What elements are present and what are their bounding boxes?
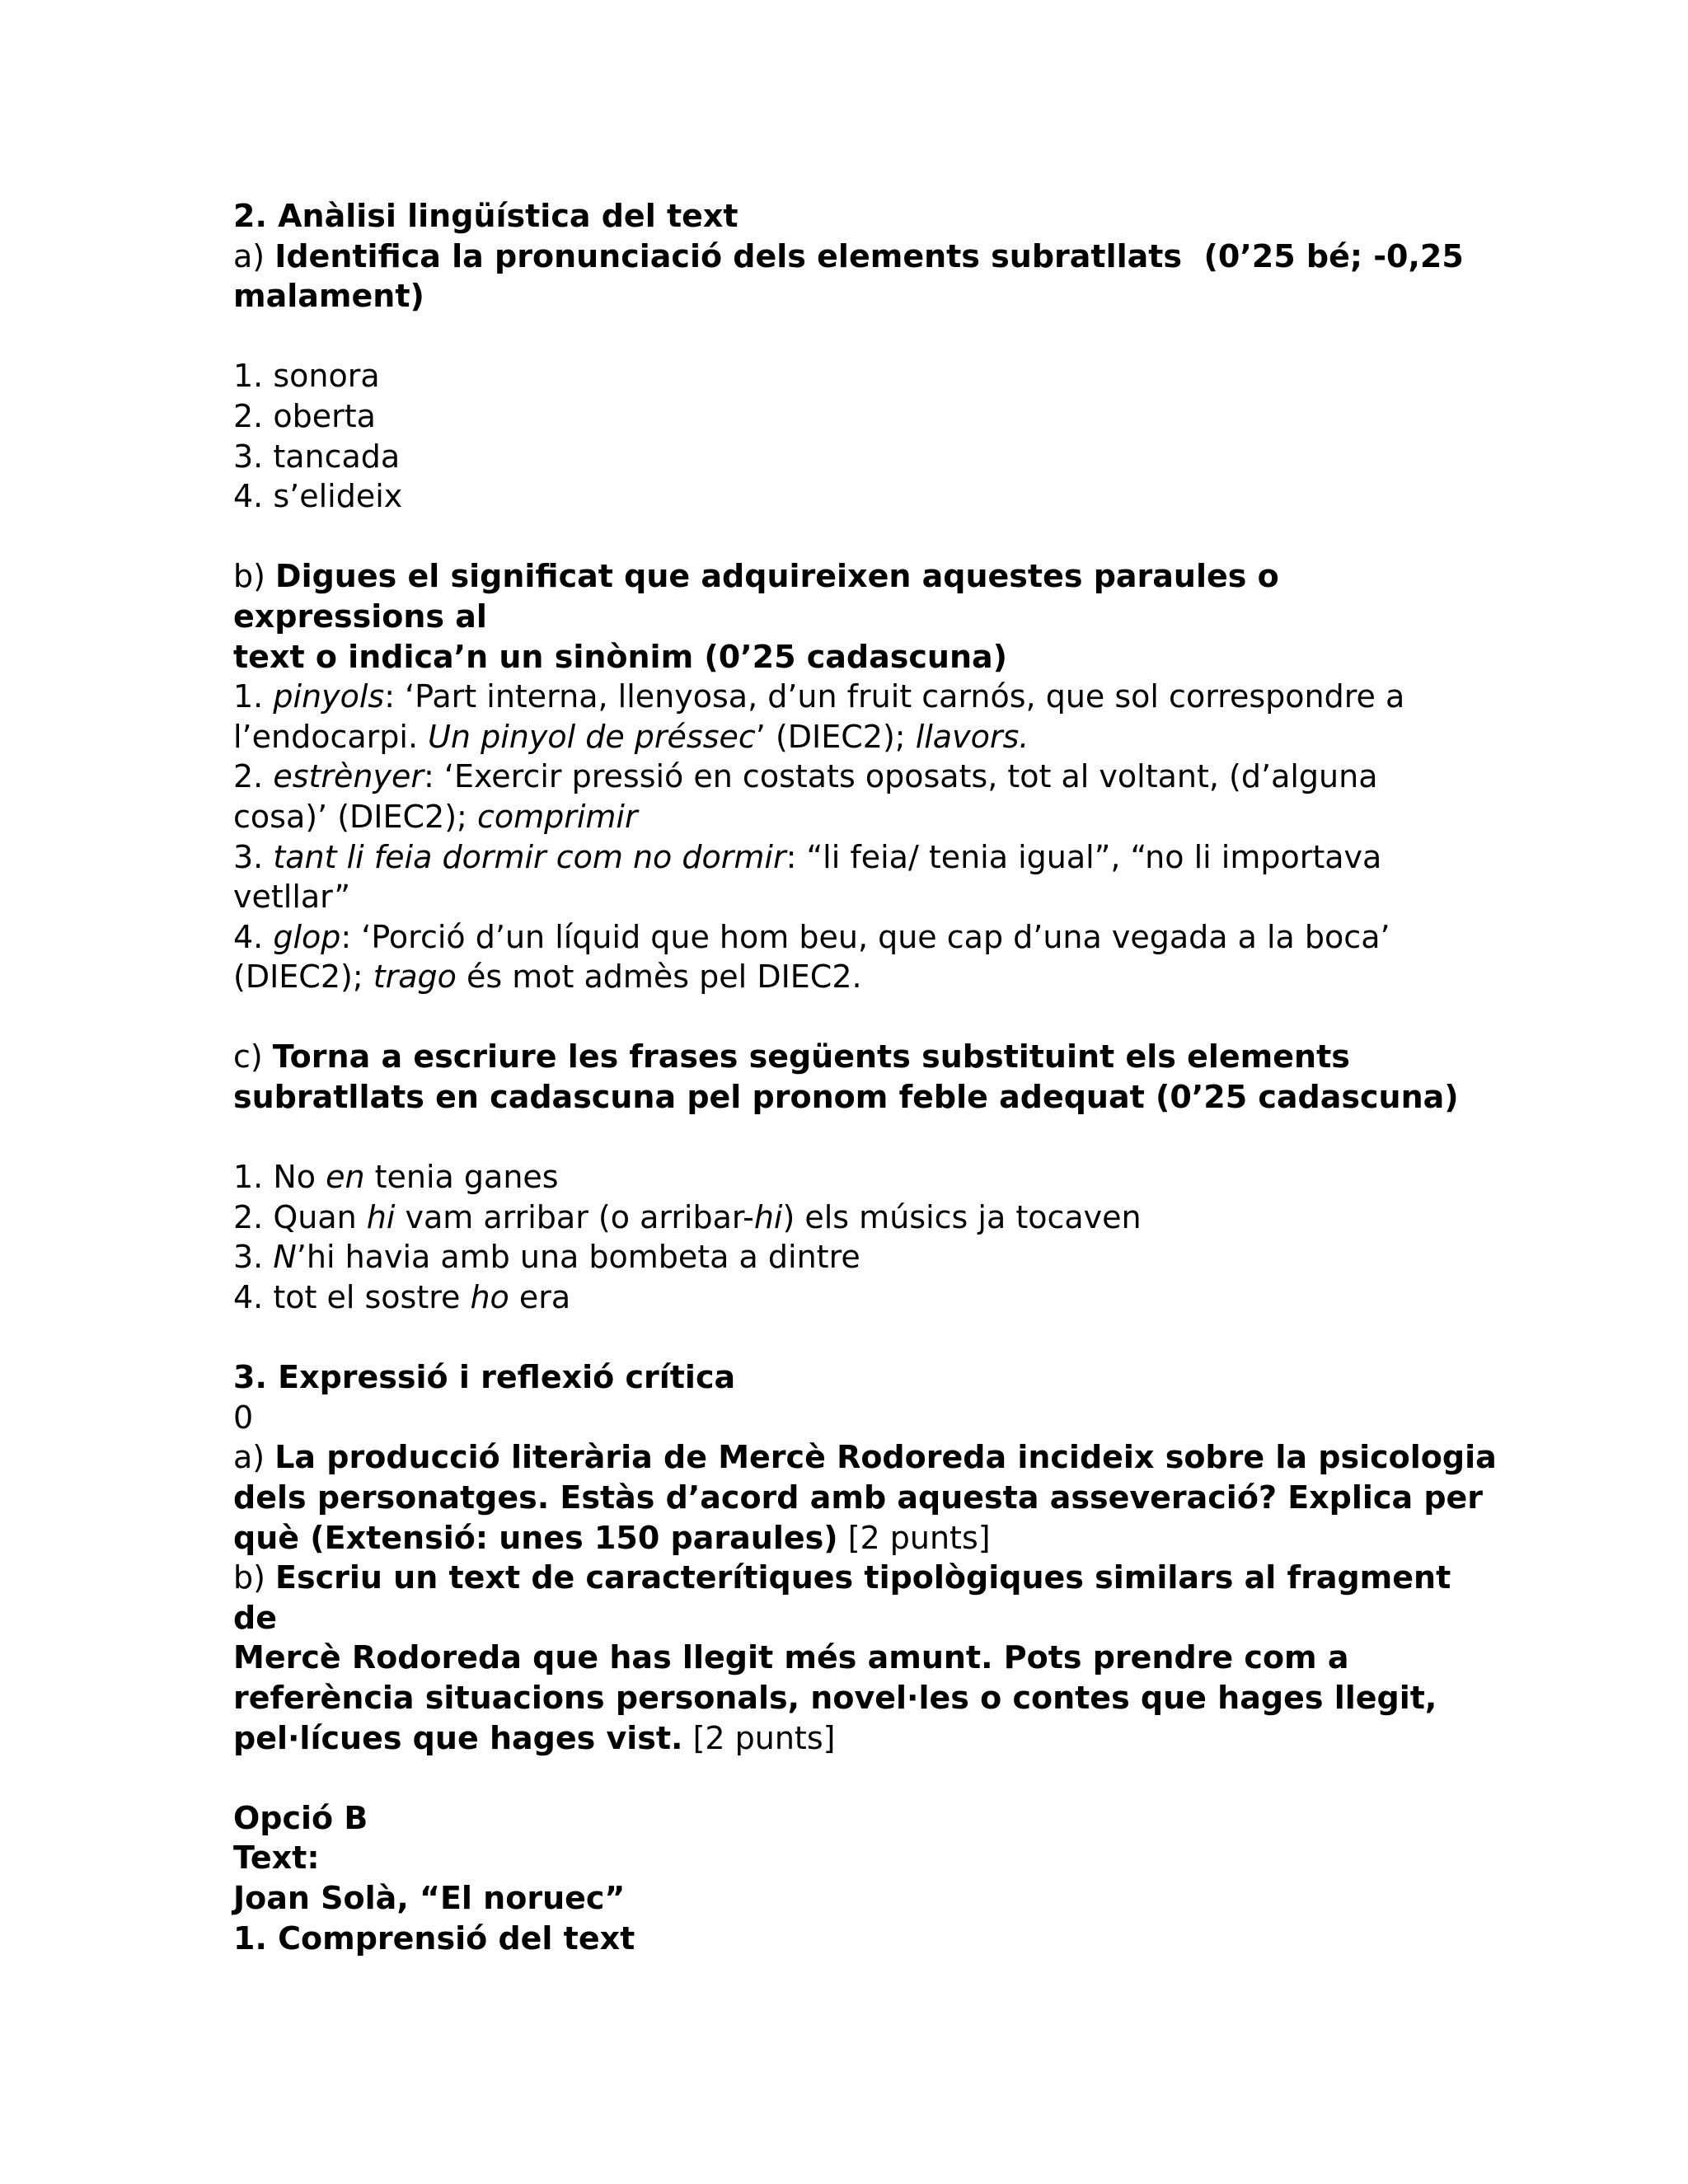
question-3a (233, 1437, 1568, 1478)
item-number: 3. (233, 838, 274, 875)
definition-text: l’endocarpi. (233, 718, 429, 755)
spacer (233, 316, 1568, 357)
answer-text: vam arribar (o arribar- (395, 1198, 754, 1235)
question-prefix: a) (233, 1439, 275, 1476)
question-text-continued (233, 1718, 1568, 1759)
answer-text: 4. tot el sostre (233, 1279, 471, 1316)
list-item: 4. s’elideix (233, 478, 403, 515)
question-2b-title (233, 556, 1568, 597)
text-label: Text: (233, 1840, 320, 1877)
definition-text: (DIEC2); (233, 958, 373, 996)
synonym: comprimir (476, 798, 638, 835)
definition-item-continued (233, 717, 1568, 757)
definition-text: : ‘Part interna, llenyosa, d’un fruit carnós, que sol correspondre a (384, 678, 1405, 715)
definition-item-continued (233, 797, 1568, 837)
definition-text: ’ (DIEC2); (755, 718, 916, 755)
term: pinyols (273, 678, 385, 715)
pronoun: N (273, 1239, 297, 1276)
question-text-continued: referència situacions personals, novel·les o contes que hages llegit, (233, 1679, 1437, 1716)
question-2a-title (233, 237, 1568, 277)
list-item: 3. tancada (233, 438, 401, 475)
document-page (233, 196, 1568, 1958)
definition-item (233, 677, 1568, 717)
term: tant li feia dormir com no dormir (273, 838, 786, 875)
question-text: Identifica la pronunciació dels elements subratllats (0’25 bé; -0,25 (274, 237, 1464, 274)
question-text: La producció literària de Mercè Rodoreda incideix sobre la psicologia (274, 1439, 1497, 1476)
pronoun: hi (753, 1198, 783, 1235)
points: [2 punts] (837, 1519, 991, 1556)
spacer (233, 997, 1568, 1038)
item-number: 1. (233, 678, 274, 715)
answer-text: ’hi havia amb una bombeta a dintre (296, 1239, 860, 1276)
list-item: 1. sonora (233, 358, 380, 395)
definition-item-continued: vetllar” (233, 879, 351, 916)
answer-text: era (509, 1279, 571, 1316)
answer-item (233, 1237, 1568, 1277)
synonym: trago (373, 958, 457, 996)
item-number: 4. (233, 918, 274, 955)
question-text-continued: de (233, 1599, 277, 1636)
question-text: Torna a escriure les frases següents substituint els elements (272, 1038, 1350, 1076)
question-text-continued: expressions al (233, 598, 487, 635)
question-2c-title (233, 1037, 1568, 1077)
question-text-continued: malament) (233, 278, 424, 315)
spacer (233, 1318, 1568, 1358)
spacer (233, 517, 1568, 557)
answer-text: ) els músics ja tocaven (782, 1198, 1142, 1235)
answer-item (233, 1197, 1568, 1238)
question-text-continued: text o indica’n un sinònim (0’25 cadascuna) (233, 638, 1008, 675)
question-text: pel·lícues que hages vist. (233, 1719, 683, 1756)
term: estrènyer (273, 758, 424, 795)
pronoun: en (326, 1159, 365, 1196)
answer-text: 3. (233, 1239, 274, 1276)
pronoun: ho (470, 1279, 509, 1316)
definition-text: : “li feia/ tenia igual”, “no li importava (785, 838, 1382, 875)
stray-text: 0 (233, 1399, 254, 1436)
question-text-continued (233, 1518, 1568, 1558)
answer-text: tenia ganes (364, 1159, 559, 1196)
definition-item (233, 837, 1568, 878)
question-prefix: c) (233, 1038, 273, 1076)
question-text: Escriu un text de caracterítiques tipològiques similars al fragment (275, 1559, 1451, 1596)
question-3b (233, 1558, 1568, 1598)
question-text: Digues el significat que adquireixen aquestes paraules o (275, 558, 1279, 595)
definition-text: : ‘Porció d’un líquid que hom beu, que cap d’una vegada a la boca’ (340, 918, 1390, 955)
answer-item (233, 1157, 1568, 1197)
question-text-continued: subratllats en cadascuna pel pronom feble adequat (0’25 cadascuna) (233, 1079, 1459, 1116)
definition-item (233, 757, 1568, 797)
author-title: Joan Solà, “El noruec” (233, 1879, 626, 1916)
question-prefix: b) (233, 558, 276, 595)
definition-item-continued (233, 957, 1568, 997)
term: glop (273, 918, 341, 955)
answer-text: 2. Quan (233, 1198, 367, 1235)
synonym: llavors. (915, 718, 1029, 755)
answer-text: 1. No (233, 1159, 326, 1196)
question-prefix: b) (233, 1559, 276, 1596)
option-title: Opció B (233, 1799, 368, 1836)
section-heading: 3. Expressió i reflexió crítica (233, 1359, 736, 1396)
points: [2 punts] (682, 1719, 836, 1756)
section-heading: 1. Comprensió del text (233, 1919, 635, 1957)
definition-item (233, 917, 1568, 958)
example: Un pinyol de préssec (428, 718, 756, 755)
definition-text: és mot admès pel DIEC2. (456, 958, 862, 996)
list-item: 2. oberta (233, 397, 376, 434)
section-heading: 2. Anàlisi lingüística del text (233, 198, 738, 234)
spacer (233, 1758, 1568, 1798)
definition-text: : ‘Exercir pressió en costats oposats, tot al voltant, (d’alguna (424, 758, 1378, 795)
definition-text: cosa)’ (DIEC2); (233, 798, 477, 835)
question-text-continued: dels personatges. Estàs d’acord amb aquesta asseveració? Explica per (233, 1479, 1484, 1516)
question-text-continued: Mercè Rodoreda que has llegit més amunt. Pots prendre com a (233, 1639, 1349, 1676)
spacer (233, 1118, 1568, 1158)
pronoun: hi (366, 1198, 396, 1235)
question-text: què (Extensió: unes 150 paraules) (233, 1519, 838, 1556)
question-prefix: a) (233, 237, 275, 274)
item-number: 2. (233, 758, 274, 795)
answer-item (233, 1277, 1568, 1318)
